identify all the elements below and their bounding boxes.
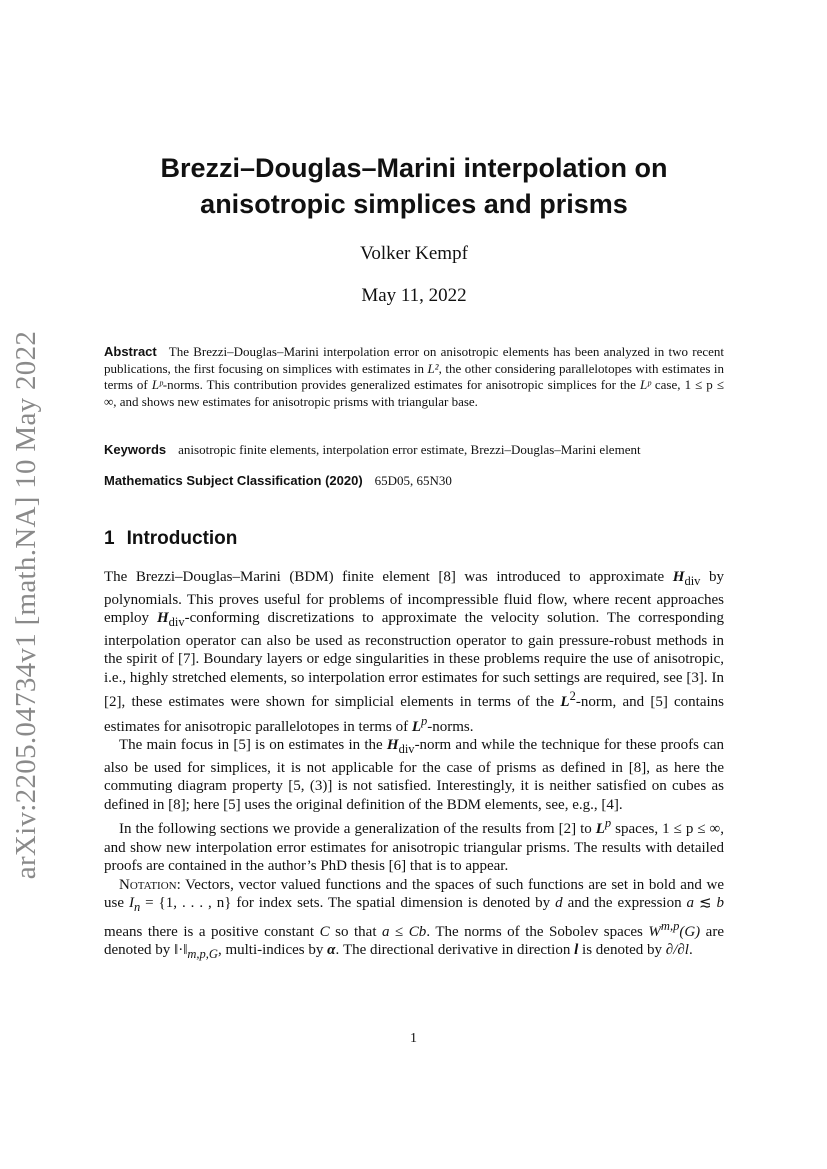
p3-supp: p: [604, 816, 612, 830]
p2-hdiv: H: [386, 737, 399, 753]
p4-text-6: . The norms of the Sobolev spaces: [426, 923, 649, 940]
p4-text-5: so that: [329, 923, 383, 940]
p1-l2: L: [560, 694, 570, 710]
p4-label: Notation:: [119, 876, 181, 893]
p4-cb: Cb: [408, 923, 427, 940]
p4-text-3: and the expression: [562, 895, 687, 911]
p4-text-7: are denoted by ‖·‖: [104, 923, 724, 958]
abstract-lp-1: Lᵖ: [151, 377, 163, 393]
p4-b1: b: [716, 895, 725, 911]
p4-text-1: Vectors, vector valued functions and the spaces of such functions are set in bold and we use: [104, 876, 724, 911]
p1-div-sub-1: div: [684, 574, 701, 588]
p4-c: C: [319, 923, 330, 940]
abstract-lp-2: Lᵖ: [639, 377, 651, 393]
p4-l: l: [574, 942, 579, 958]
p3-text-1: In the following sections we provide a generalization of the results from [2] to: [119, 821, 596, 837]
p1-hdiv-2: H: [156, 610, 169, 626]
keywords-text: anisotropic finite elements, interpolation error estimate, Brezzi–Douglas–Marini element: [178, 442, 641, 457]
arxiv-stamp-text[interactable]: arXiv:2205.04734v1 [math.NA] 10 May 2022: [10, 330, 42, 880]
section-title: Introduction: [126, 528, 238, 549]
p1-div-sub-2: div: [168, 615, 185, 629]
p1-text-5: -norms.: [427, 718, 474, 735]
abstract-text-4: case, 1 ≤ p ≤ ∞, and shows new estimates for anisotropic prisms with triangular base.: [104, 377, 724, 409]
p4-alpha: α: [327, 942, 336, 958]
p4-rel: ≲: [694, 895, 717, 911]
p4-a1: a: [686, 895, 695, 911]
p2-div-sub: div: [398, 742, 415, 756]
title-line-1: Brezzi–Douglas–Marini interpolation on: [160, 153, 668, 183]
p4-in-sub: n: [133, 900, 141, 914]
p1-sup2: 2: [569, 689, 576, 703]
abstract-l2: L²: [427, 360, 439, 376]
paragraph-3: [104, 814, 724, 876]
p1-text-1: The Brezzi–Douglas–Marini (BDM) finite element [8] was introduced to approximate: [104, 569, 673, 585]
p1-hdiv-1: H: [672, 569, 685, 585]
abstract-text-2: , the other considering parallelotopes with estimates in terms of: [104, 360, 724, 393]
paragraph-4: [104, 876, 724, 964]
paragraph-1: [104, 568, 724, 736]
p4-d: d: [555, 895, 563, 911]
p4-le: ≤: [389, 923, 409, 940]
p4-text-2: = {1, . . . , n} for index sets. The spatial dimension is denoted by: [140, 895, 556, 911]
p4-in: I: [128, 895, 134, 911]
page-number: 1: [410, 1031, 417, 1046]
p4-norm-sub: m,p,G: [187, 947, 218, 961]
p1-text-2: by polynomials. This proves useful for problems of incompressible fluid flow, where recent approaches employ: [104, 569, 724, 626]
p4-a2: a: [382, 923, 390, 940]
p1-text-4: -norm, and [5] contains estimates for anisotropic parallelotopes in terms of: [104, 694, 724, 735]
p4-text-11: .: [688, 942, 693, 958]
msc-label: Mathematics Subject Classification (2020): [104, 473, 363, 488]
p3-text-2: spaces, 1 ≤ p ≤ ∞, and show new interpolation error estimates for anisotropic triangular prisms. The results with detailed proofs are contained in the author’s PhD thesis [6] that is to appear.: [104, 821, 724, 874]
p4-text-10: is denoted by: [578, 942, 666, 958]
date: May 11, 2022: [361, 285, 467, 306]
keywords-label: Keywords: [104, 442, 167, 457]
author: Volker Kempf: [360, 243, 468, 264]
body-text: [104, 568, 724, 964]
msc-text: 65D05, 65N30: [374, 473, 452, 488]
title-line-2: anisotropic simplices and prisms: [200, 189, 628, 219]
p4-g: (G): [679, 923, 701, 940]
p4-text-8: , multi-indices by: [217, 942, 328, 958]
p1-lp: L: [411, 718, 422, 735]
abstract-text-1: The Brezzi–Douglas–Marini interpolation error on anisotropic elements has been analyzed in two recent publications, the first focusing on simplices with estimates in: [104, 344, 724, 376]
keywords: [104, 442, 734, 458]
p2-text-1: The main focus in [5] is on estimates in the: [119, 737, 387, 753]
abstract: [104, 344, 724, 410]
paper-title: [104, 150, 724, 222]
p4-text-4: means there is a positive constant: [104, 923, 320, 940]
p2-text-2: -norm and while the technique for these proofs can also be used for simplices, it is not applicable for the case of prisms as defined in [8], as here the commuting diagram property [5, (3)] is not satisfied. Interestingly, it is neither satisfied on cubes as defined in [8]; here [5] uses the original definition of the BDM elements, see, e.g., [4].: [104, 737, 724, 813]
p1-supp: p: [421, 713, 428, 728]
p4-w: W: [648, 923, 661, 940]
p4-w-sup: m,p: [660, 918, 680, 933]
p3-lp: L: [595, 821, 605, 837]
abstract-text-3: -norms. This contribution provides generalized estimates for anisotropic simplices for the: [162, 377, 640, 393]
paragraph-2: [104, 736, 724, 814]
abstract-label: Abstract: [104, 344, 157, 359]
msc-classification: [104, 473, 724, 489]
p4-text-9: . The directional derivative in direction: [335, 942, 575, 958]
p1-text-3: -conforming discretizations to approximate the velocity solution. The corresponding interpolation operator can also be used as reconstruction operator to gain pressure-robust methods in the spirit of [7]. Boundary layers or edge singularities in these problems require the use of anisotropic, i.e., highly stretched elements, so interpolation error estimates for such settings are required, see [3]. In [2], these estimates were shown for simplicial elements in terms of the: [104, 610, 724, 710]
section-number: 1: [104, 528, 115, 549]
section-heading: [104, 528, 237, 550]
p4-deriv: ∂/∂l: [665, 942, 689, 958]
